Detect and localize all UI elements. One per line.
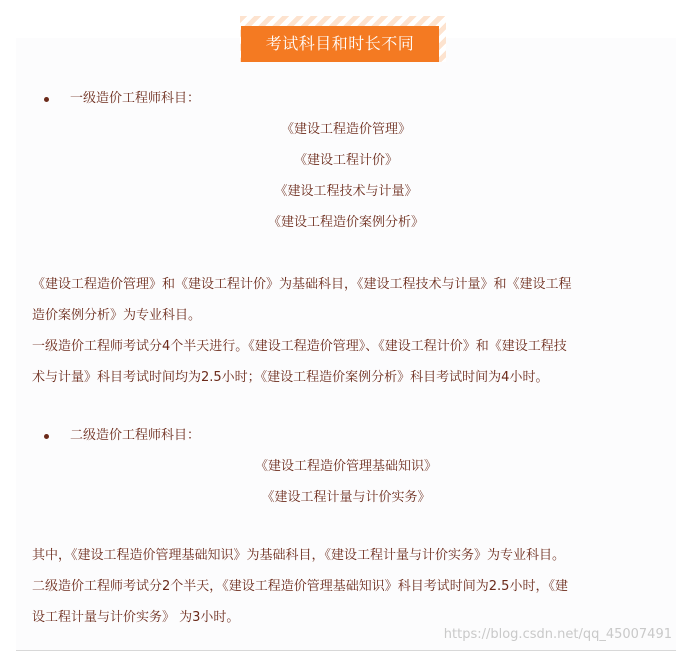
watermark: https://blog.csdn.net/qq_45007491 <box>443 627 672 642</box>
level2-subject: 《建设工程计量与计价实务》 <box>261 490 431 505</box>
level2-subject: 《建设工程造价管理基础知识》 <box>254 459 437 474</box>
level1-paragraph-line: 造价案例分析》为专业科目。 <box>32 308 202 323</box>
bullet-icon <box>44 97 49 102</box>
bullet-icon <box>44 434 49 439</box>
level1-paragraph-line: 《建设工程造价管理》和《建设工程计价》为基础科目，《建设工程技术与计量》和《建设工程 <box>32 277 572 292</box>
level2-paragraph-line: 二级造价工程师考试分2个半天，《建设工程造价管理基础知识》科目考试时间为2.5小时，《建 <box>32 579 568 594</box>
level1-subject: 《建设工程技术与计量》 <box>274 184 418 199</box>
level1-heading: 一级造价工程师科目： <box>70 91 201 106</box>
section-title: 考试科目和时长不同 <box>241 26 439 62</box>
level1-subject: 《建设工程造价案例分析》 <box>267 215 424 230</box>
level2-heading: 二级造价工程师科目： <box>70 428 201 443</box>
level2-paragraph-line: 设工程计量与计价实务》 为3小时。 <box>32 610 240 625</box>
level1-paragraph-line: 术与计量》科目考试时间均为2.5小时；《建设工程造价案例分析》科目考试时间为4小时。 <box>32 370 549 385</box>
level2-paragraph-line: 其中，《建设工程造价管理基础知识》为基础科目，《建设工程计量与计价实务》为专业科目。 <box>32 548 566 563</box>
level1-subject: 《建设工程计价》 <box>293 153 398 168</box>
level1-subject: 《建设工程造价管理》 <box>280 122 411 137</box>
level1-paragraph-line: 一级造价工程师考试分4个半天进行。《建设工程造价管理》、《建设工程计价》和《建设工程技 <box>32 339 567 354</box>
